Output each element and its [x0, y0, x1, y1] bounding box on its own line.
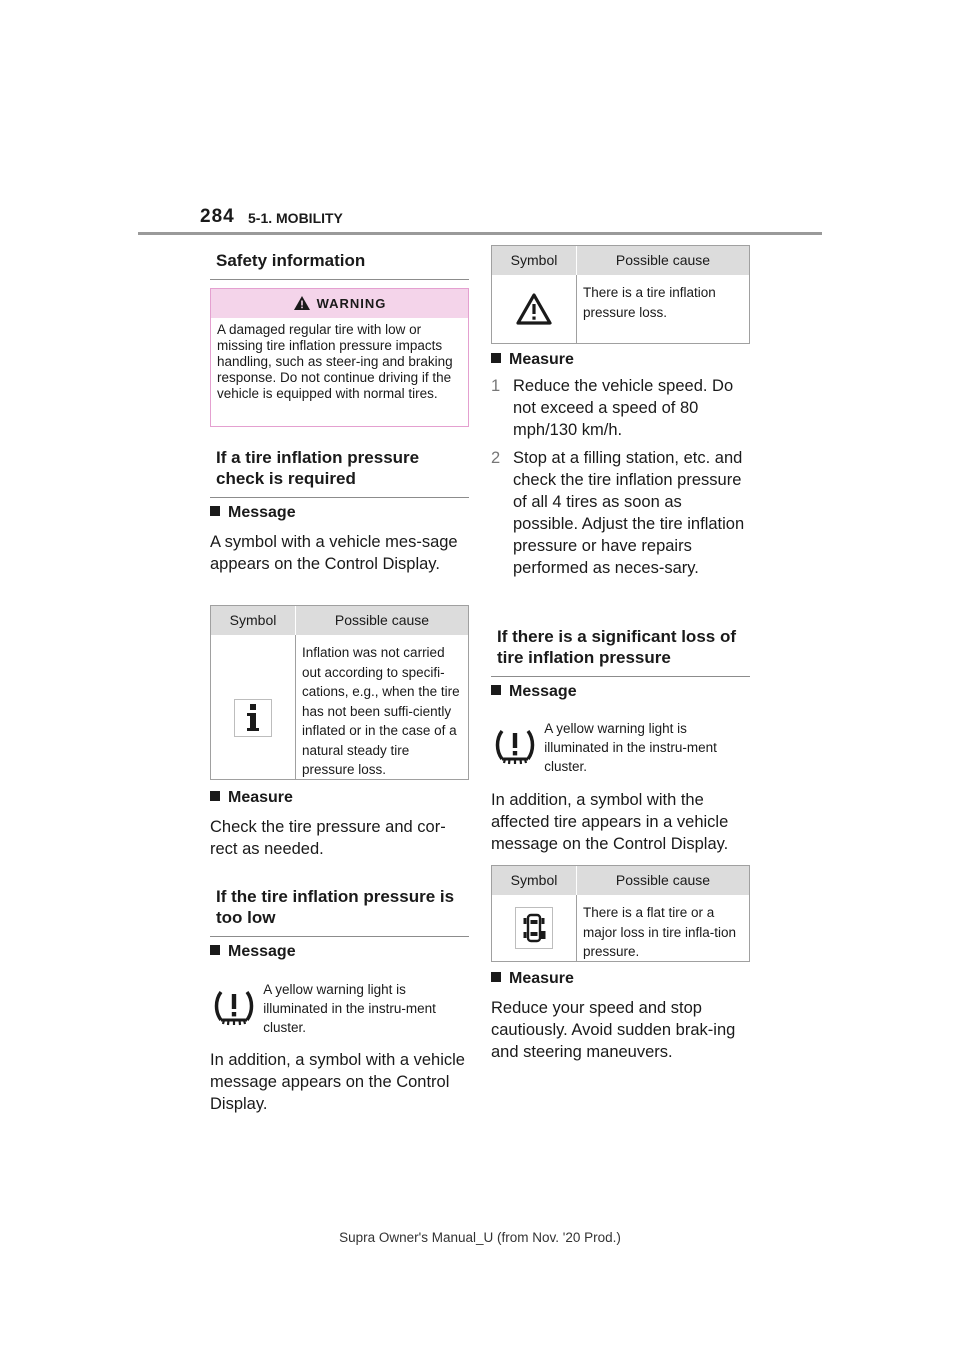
step-2	[491, 447, 751, 579]
square-bullet-icon	[210, 506, 220, 516]
symbol-table	[491, 245, 750, 344]
symbol-cell	[492, 895, 576, 961]
symbol-cell	[210, 988, 257, 1028]
section-title: 5-1. MOBILITY	[248, 210, 343, 226]
message-paragraph: A symbol with a vehicle mes-sage appears on the Control Display.	[210, 533, 458, 573]
message-paragraph: In addition, a symbol with the affected tire appears in a vehicle message on the Control Display.	[491, 791, 729, 853]
tire-pressure-warning-icon	[494, 727, 536, 767]
too-low-heading: If the tire inflation pressure is too low	[210, 886, 469, 937]
symbol-cell	[491, 727, 538, 767]
square-bullet-icon	[491, 685, 501, 695]
step-1	[491, 375, 751, 441]
check-required-heading: If a tire inflation pressure check is required	[210, 447, 469, 498]
table-header	[211, 606, 468, 635]
symbol-table	[491, 865, 750, 962]
tire-pressure-warning-icon	[213, 988, 255, 1028]
cause-cell: Inflation was not carried out according to specifi-cations, e.g., when the tire has not been suffi-ciently inflated or in the case of a natural steady tire pressure loss.	[295, 635, 468, 779]
warning-header	[211, 289, 468, 318]
col-symbol: Symbol	[211, 606, 296, 635]
square-bullet-icon	[491, 972, 501, 982]
col-cause: Possible cause	[334, 612, 430, 628]
col-symbol: Symbol	[492, 866, 577, 895]
warning-light-text: A yellow warning light is illuminated in the instru-ment cluster.	[544, 720, 717, 774]
measure-subheading: Measure	[491, 970, 574, 988]
table-row	[211, 635, 468, 779]
cause-cell: There is a tire inflation pressure loss.	[576, 275, 749, 343]
message-subheading: Message	[210, 943, 296, 961]
symbol-cell	[492, 275, 576, 343]
step-number: 2	[491, 449, 501, 467]
safety-heading: Safety information	[210, 250, 469, 280]
measure-subheading: Measure	[210, 789, 293, 807]
step-text: Stop at a filling station, etc. and check the tire inflation pressure of all 4 tires as soon as possible. Adjust the tire inflation pressure or have repairs performed as neces-sary.	[513, 449, 745, 577]
symbol-table	[210, 605, 469, 780]
measure-subheading: Measure	[491, 351, 574, 369]
square-bullet-icon	[491, 353, 501, 363]
square-bullet-icon	[210, 945, 220, 955]
table-row	[492, 275, 749, 343]
message-paragraph: In addition, a symbol with a vehicle message appears on the Control Display.	[210, 1051, 465, 1113]
col-cause: Possible cause	[615, 252, 711, 268]
warning-text: A damaged regular tire with low or missing tire inflation pressure impacts handling, such as steer-ing and braking response. Do not continue driving if the vehicle is equipped with normal tires.	[217, 322, 453, 401]
message-subheading: Message	[491, 683, 577, 701]
symbol-cell	[211, 635, 295, 779]
warning-triangle-icon	[293, 295, 311, 311]
step-text: Reduce the vehicle speed. Do not exceed a speed of 80 mph/130 km/h.	[513, 377, 734, 439]
header-rule	[138, 232, 822, 235]
step-number: 1	[491, 377, 501, 395]
square-bullet-icon	[210, 791, 220, 801]
warning-label: WARNING	[316, 296, 387, 311]
footer: Supra Owner's Manual_U (from Nov. '20 Prod.)	[339, 1230, 621, 1245]
warning-box	[210, 288, 469, 427]
col-symbol: Symbol	[492, 246, 577, 275]
warning-triangle-icon	[515, 292, 553, 326]
table-header	[492, 866, 749, 895]
warning-light-row	[210, 975, 469, 1041]
cause-cell: There is a flat tire or a major loss in tire infla-tion pressure.	[576, 895, 749, 961]
table-header	[492, 246, 749, 275]
warning-light-row	[491, 714, 750, 780]
measure-paragraph: Check the tire pressure and cor-rect as needed.	[210, 818, 446, 858]
message-subheading: Message	[210, 504, 296, 522]
info-icon	[234, 699, 272, 737]
warning-light-text: A yellow warning light is illuminated in the instru-ment cluster.	[263, 981, 436, 1035]
significant-loss-heading: If there is a significant loss of tire inflation pressure	[491, 626, 750, 677]
page-number: 284	[200, 206, 235, 227]
table-row	[492, 895, 749, 961]
col-cause: Possible cause	[615, 872, 711, 888]
measure-paragraph: Reduce your speed and stop cautiously. Avoid sudden brak-ing and steering maneuvers.	[491, 999, 736, 1061]
flat-tire-car-icon	[515, 907, 553, 949]
